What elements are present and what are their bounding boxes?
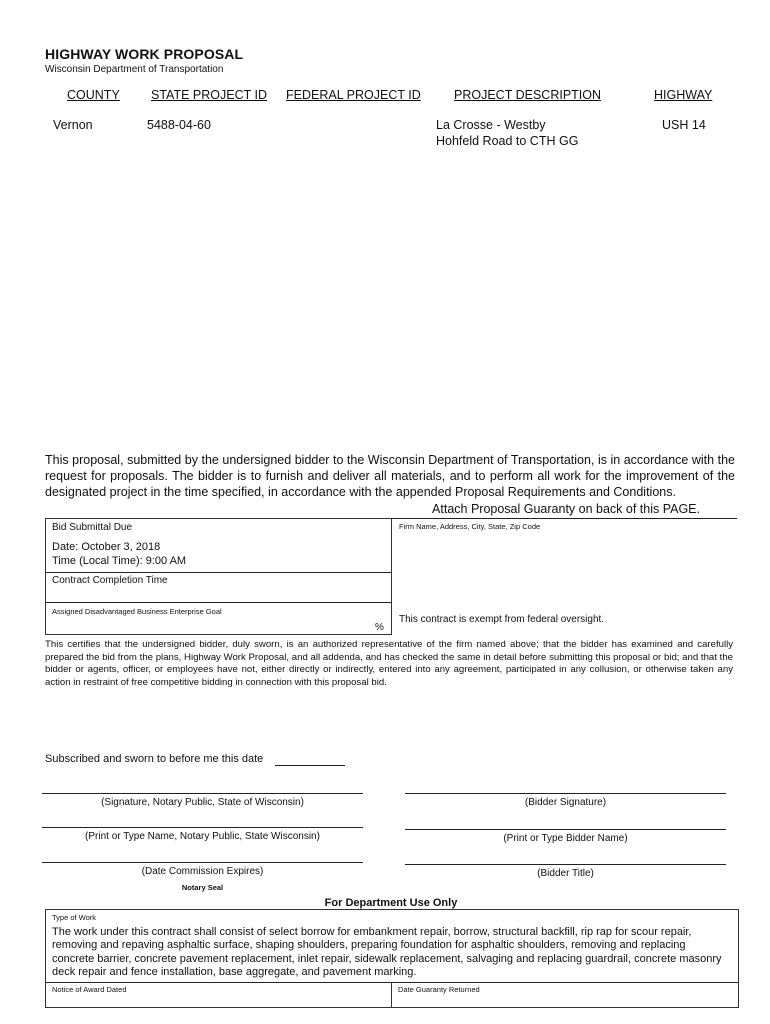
divider xyxy=(45,572,391,573)
column-header-county: COUNTY xyxy=(67,88,120,102)
county-value: Vernon xyxy=(53,118,93,132)
dbe-goal-label: Assigned Disadvantaged Business Enterprise Goal xyxy=(52,607,222,616)
bid-submittal-datetime xyxy=(52,540,186,568)
column-header-project-description: PROJECT DESCRIPTION xyxy=(454,88,602,102)
federal-oversight-exempt-note: This contract is exempt from federal oversight. xyxy=(399,614,605,625)
divider xyxy=(391,982,392,1007)
bidder-name-line[interactable] xyxy=(405,829,726,830)
page-subtitle: Wisconsin Department of Transportation xyxy=(45,64,224,75)
date-guaranty-returned-label: Date Guaranty Returned xyxy=(398,985,480,994)
state-project-id-value: 5488-04-60 xyxy=(147,118,211,132)
page-title: HIGHWAY WORK PROPOSAL xyxy=(45,46,244,62)
highway-value: USH 14 xyxy=(662,118,706,132)
sworn-date-line[interactable] xyxy=(275,765,345,766)
intro-paragraph: This proposal, submitted by the undersigned bidder to the Wisconsin Department of Transportation, is in accordance with the request for proposals. The bidder is to furnish and deliver all materials, and to perform all work for the improvement of the designated project in the time specified, in accordance with the appended Proposal Requirements and Conditions. xyxy=(45,453,735,499)
column-header-federal-project-id: FEDERAL PROJECT ID xyxy=(286,88,421,102)
notice-of-award-label: Notice of Award Dated xyxy=(52,985,127,994)
column-header-highway: HIGHWAY xyxy=(654,88,713,102)
bidder-signature-line[interactable] xyxy=(405,793,726,794)
contract-completion-label: Contract Completion Time xyxy=(52,575,168,586)
notary-signature-line[interactable] xyxy=(42,793,363,794)
department-use-heading: For Department Use Only xyxy=(324,897,458,909)
bid-submittal-label: Bid Submittal Due xyxy=(52,522,133,533)
divider xyxy=(45,602,391,603)
bidder-name-label: (Print or Type Bidder Name) xyxy=(503,833,628,844)
bid-date: Date: October 3, 2018 xyxy=(52,541,161,553)
project-description-line-1: La Crosse - Westby xyxy=(436,118,546,132)
attach-guaranty-note: Attach Proposal Guaranty on back of this PAGE. xyxy=(432,502,700,516)
bidder-signature-label: (Bidder Signature) xyxy=(524,797,607,808)
column-header-state-project-id: STATE PROJECT ID xyxy=(151,88,267,102)
dbe-percent-sign: % xyxy=(375,622,384,633)
divider xyxy=(45,982,739,983)
notary-signature-label: (Signature, Notary Public, State of Wisconsin) xyxy=(101,797,304,808)
notary-seal-label: Notary Seal xyxy=(181,883,224,892)
bidder-title-label: (Bidder Title) xyxy=(537,868,594,879)
bidder-title-line[interactable] xyxy=(405,864,726,865)
commission-expires-label: (Date Commission Expires) xyxy=(141,866,264,877)
type-of-work-text: The work under this contract shall consist of select borrow for embankment repair, borrow, structural backfill, rip rap for scour repair, removing and repaving asphaltic surface, shaping shoulders, preparing foundation for asphaltic shoulders, removing and replacing concrete barrier, concrete pavement replacement, inlet repair, sidewalk replacement, salvaging and replacing guardrail, concrete masonry deck repair and fence installation, base aggregate, and pavement marking. xyxy=(52,926,722,979)
type-of-work-label: Type of Work xyxy=(52,913,97,922)
commission-expires-line[interactable] xyxy=(42,862,363,863)
firm-name-label: Firm Name, Address, City, State, Zip Code xyxy=(399,522,541,531)
bid-time: Time (Local Time): 9:00 AM xyxy=(52,555,187,567)
bid-form-box xyxy=(45,518,737,635)
sworn-label: Subscribed and sworn to before me this date xyxy=(45,753,264,765)
project-description-line-2: Hohfeld Road to CTH GG xyxy=(436,134,579,148)
notary-name-line[interactable] xyxy=(42,827,363,828)
certification-paragraph: This certifies that the undersigned bidder, duly sworn, is an authorized representative of the firm named above; that the bidder has examined and carefully prepared the bid from the plans, Highway Work Proposal, and all addenda, and has checked the same in detail before submitting this proposal or bid; and that the bidder or agents, officer, or employees have not, either directly or indirectly, entered into any agreement, participated in any collusion, or otherwise taken any action in restraint of free competitive bidding in connection with this proposal bid. xyxy=(45,639,733,688)
project-description-value xyxy=(436,117,578,149)
notary-name-label: (Print or Type Name, Notary Public, State Wisconsin) xyxy=(85,831,320,842)
